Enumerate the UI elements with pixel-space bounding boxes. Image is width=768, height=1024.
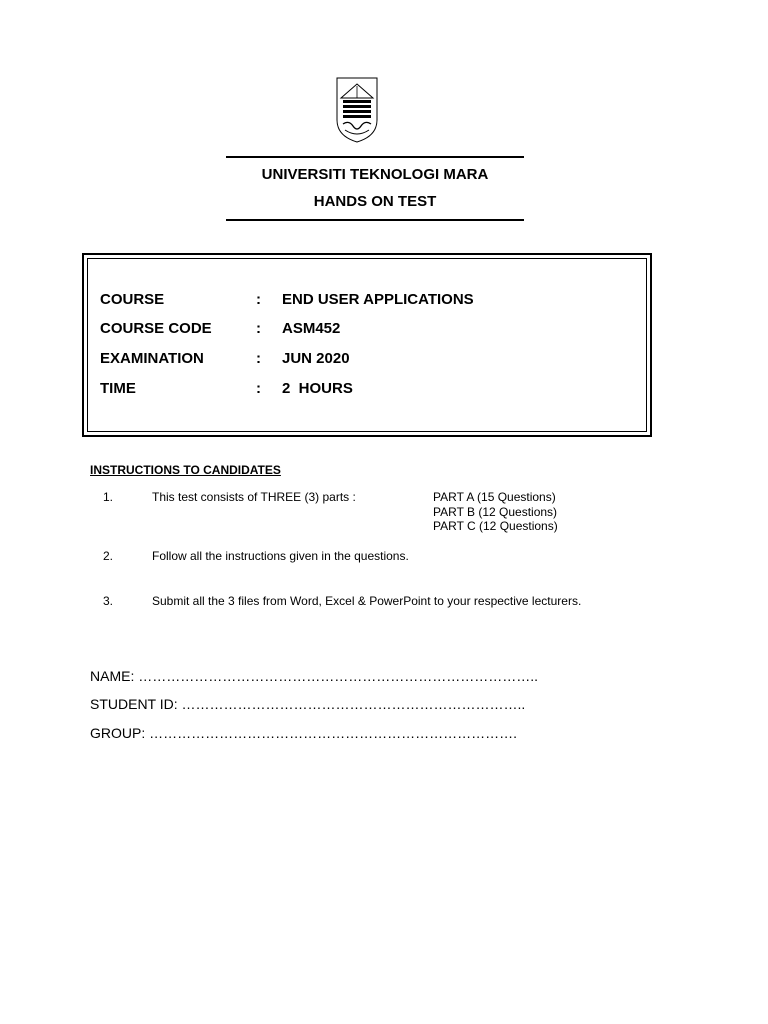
student-id-dots: ……………………………………………………………….. [181, 696, 526, 712]
course-colon: : [256, 291, 261, 308]
parts-list [433, 490, 558, 534]
header-top-rule [226, 156, 524, 158]
name-field[interactable] [90, 668, 538, 684]
time-row [100, 380, 620, 400]
instruction-1-number: 1. [103, 490, 114, 504]
student-id-field[interactable] [90, 696, 525, 712]
examination-value: JUN 2020 [282, 350, 350, 367]
header-bottom-rule [226, 219, 524, 221]
course-code-value: ASM452 [282, 320, 341, 337]
part-a: PART A (15 Questions) [433, 490, 556, 504]
time-colon: : [256, 380, 261, 397]
examination-label: EXAMINATION [100, 350, 204, 367]
examination-colon: : [256, 350, 261, 367]
uitm-crest-icon [333, 74, 381, 144]
time-label: TIME [100, 380, 136, 397]
group-label: GROUP: [90, 725, 146, 741]
name-dots: ………………………………………………………………………….. [138, 668, 539, 684]
group-field[interactable] [90, 725, 517, 741]
course-label: COURSE [100, 291, 165, 308]
test-type-title: HANDS ON TEST [313, 193, 437, 210]
instruction-2-number: 2. [103, 549, 114, 563]
student-id-label: STUDENT ID: [90, 696, 178, 712]
part-b: PART B (12 Questions) [433, 504, 558, 519]
instruction-3-number: 3. [103, 594, 114, 608]
course-code-label: COURSE CODE [100, 320, 212, 337]
instructions-title: INSTRUCTIONS TO CANDIDATES [90, 463, 281, 477]
part-c: PART C (12 Questions) [433, 519, 558, 533]
time-value: 2 HOURS [282, 380, 353, 397]
name-label: NAME: [90, 668, 135, 684]
university-name: UNIVERSITI TEKNOLOGI MARA [261, 166, 489, 183]
group-dots: ……………………………………………………………………. [149, 725, 518, 741]
course-code-colon: : [256, 320, 261, 337]
course-code-row [100, 320, 620, 340]
instruction-1-text: This test consists of THREE (3) parts : [152, 490, 356, 504]
course-info-box-inner-border [87, 258, 647, 432]
instruction-3-text: Submit all the 3 files from Word, Excel & PowerPoint to your respective lecturers. [152, 594, 582, 608]
course-row [100, 291, 620, 311]
course-info-box [82, 253, 652, 437]
course-value: END USER APPLICATIONS [282, 291, 474, 308]
examination-row [100, 350, 620, 370]
instruction-2-text: Follow all the instructions given in the questions. [152, 549, 409, 563]
